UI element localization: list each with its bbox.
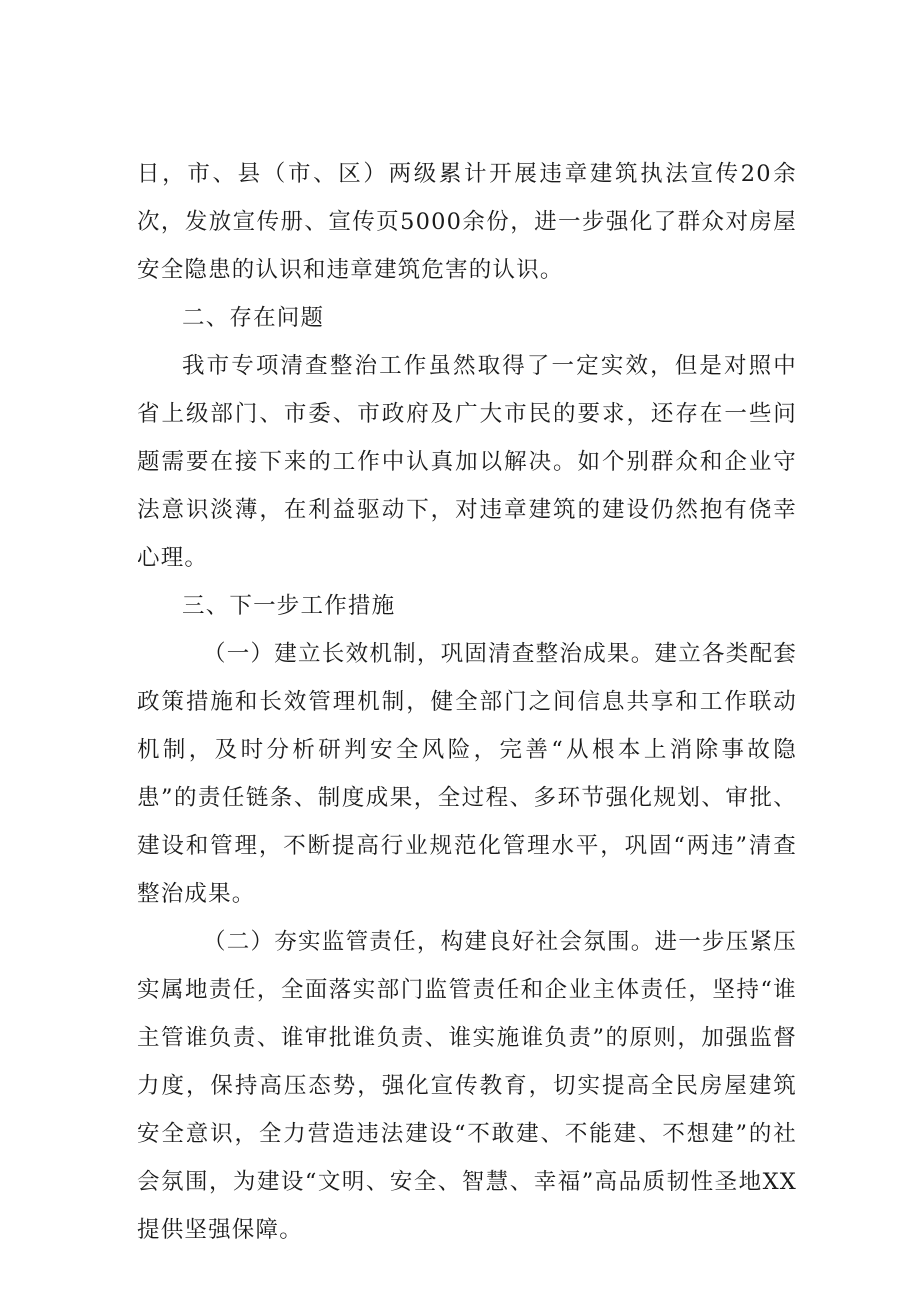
paragraph-measure-two: （二）夯实监管责任，构建良好社会氛围。进一步压紧压实属地责任，全面落实部门监管责任和企业主体责任，坚持“谁主管谁负责、谁审批谁负责、谁实施谁负责”的原则，加强监督力度，保持高压态势，强化宣传教育，切实提高全民房屋建筑安全意识，全力营造违法建设“不敢建、不能建、不想建”的社会氛围，为建设“文明、安全、智慧、幸福”高品质韧性圣地XX提供坚强保障。 bbox=[137, 929, 797, 1243]
paragraph-continuation: 日，市、县（市、区）两级累计开展违章建筑执法宣传20余次，发放宣传册、宣传页5000余份，进一步强化了群众对房屋安全隐患的认识和违章建筑危害的认识。 bbox=[137, 161, 797, 283]
paragraph-measure-one: （一）建立长效机制，巩固清查整治成果。建立各类配套政策措施和长效管理机制，健全部门之间信息共享和工作联动机制，及时分析研判安全风险，完善“从根本上消除事故隐患”的责任链条、制度成果，全过程、多环节强化规划、审批、建设和管理，不断提高行业规范化管理水平，巩固“两违”清查整治成果。 bbox=[137, 641, 797, 907]
section-heading-next-steps: 三、下一步工作措施 bbox=[182, 593, 396, 619]
document-body bbox=[137, 150, 797, 1254]
section-heading-problems: 二、存在问题 bbox=[182, 305, 325, 331]
paragraph-problems: 我市专项清查整治工作虽然取得了一定实效，但是对照中省上级部门、市委、市政府及广大市民的要求，还存在一些问题需要在接下来的工作中认真加以解决。如个别群众和企业守法意识淡薄，在利益驱动下，对违章建筑的建设仍然抱有侥幸心理。 bbox=[137, 353, 797, 571]
